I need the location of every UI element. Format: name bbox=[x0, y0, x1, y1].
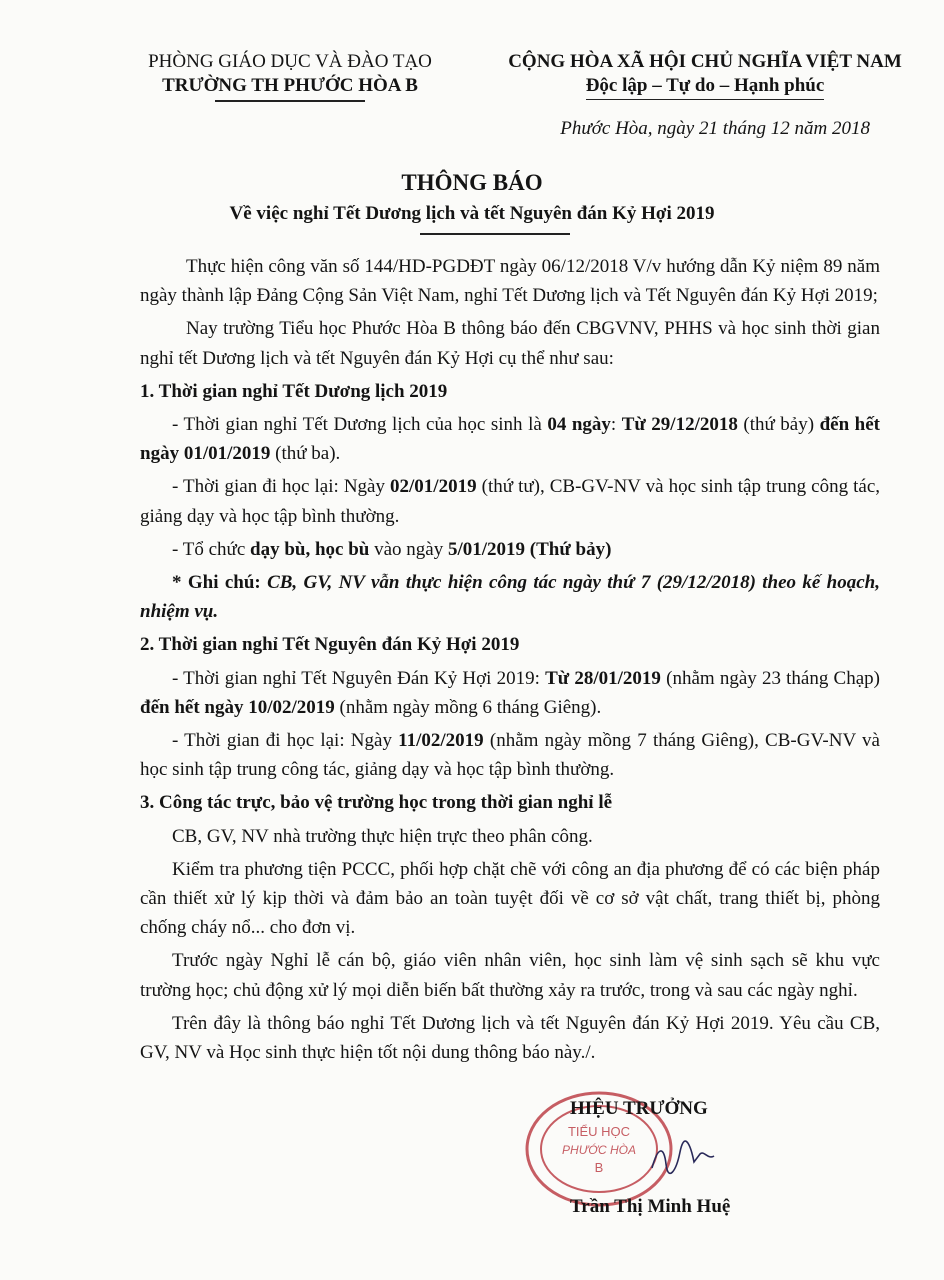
section-2-item-1 bbox=[140, 664, 880, 722]
section-2-item-2 bbox=[140, 726, 880, 784]
closing-paragraph: Trên đây là thông báo nghỉ Tết Dương lịch và tết Nguyên đán Kỷ Hợi 2019. Yêu cầu CB, GV, NV và Học sinh thực hiện tốt nội dung thông báo này./. bbox=[140, 1012, 880, 1064]
school-name: TRƯỜNG TH PHƯỚC HÒA B bbox=[162, 75, 418, 96]
agency-name: PHÒNG GIÁO DỤC VÀ ĐÀO TẠO bbox=[148, 51, 432, 72]
seal-text-line-3: B bbox=[594, 1160, 604, 1175]
paragraph-intro: Thực hiện công văn số 144/HD-PGDĐT ngày 06/12/2018 V/v hướng dẫn Kỷ niệm 89 năm ngày thành lập Đảng Cộng Sản Việt Nam, nghỉ Tết Dương lịch và Tết Nguyên đán Kỷ Hợi 2019; bbox=[140, 256, 880, 307]
page-subtitle: Về việc nghỉ Tết Dương lịch và tết Nguyên đán Kỷ Hợi 2019 bbox=[229, 203, 715, 224]
section-2-heading: 2. Thời gian nghỉ Tết Nguyên đán Kỷ Hợi 2019 bbox=[140, 634, 520, 656]
section-3-heading: 3. Công tác trực, bảo vệ trường học trong thời gian nghỉ lễ bbox=[140, 792, 613, 814]
note-text: CB, GV, NV vẫn thực hiện công tác ngày thứ 7 (29/12/2018) theo kế hoạch, nhiệm vụ. bbox=[140, 572, 880, 623]
seal-text-line-2: PHƯỚC HÒA bbox=[562, 1143, 636, 1157]
text-run-bold: đến hết ngày 01/01/2019 bbox=[140, 414, 880, 465]
text-run: - Thời gian nghỉ Tết Nguyên Đán Kỷ Hợi 2019: bbox=[172, 667, 546, 689]
signature-stroke bbox=[652, 1141, 714, 1173]
text-run: vào ngày bbox=[369, 538, 448, 560]
section-1-item-2 bbox=[140, 472, 880, 530]
section-1-note bbox=[140, 568, 880, 626]
document-body bbox=[140, 252, 880, 1071]
text-run: - Thời gian đi học lại: Ngày bbox=[172, 730, 399, 752]
text-run: (thứ tư), CB-GV-NV và học sinh tập trung công tác, giảng dạy và học tập bình thường. bbox=[140, 476, 881, 527]
note-label: * Ghi chú: bbox=[172, 572, 268, 594]
text-run-bold: dạy bù, học bù bbox=[250, 538, 370, 560]
section-1-item-3 bbox=[140, 535, 880, 564]
text-run: (nhằm ngày 23 tháng Chạp) bbox=[660, 667, 880, 689]
section-3-paragraph-3: Trước ngày Nghỉ lễ cán bộ, giáo viên nhân viên, học sinh làm vệ sinh sạch sẽ khu vực trường học; chủ động xử lý mọi diễn biến bất thường xảy ra trước, trong và sau các ngày nghỉ. bbox=[140, 950, 880, 1001]
section-3-paragraph-2: Kiểm tra phương tiện PCCC, phối hợp chặt chẽ với công an địa phương để có các biện pháp cần thiết xử lý kịp thời và đảm bảo an toàn tuyệt đối về cơ sở vật chất, trang thiết bị, phòng chống cháy nổ... cho đơn vị. bbox=[140, 858, 880, 939]
page-title: THÔNG BÁO bbox=[401, 170, 543, 195]
text-run: (thứ ba). bbox=[270, 443, 341, 465]
seal-text-line-1: TIỂU HỌC bbox=[567, 1124, 631, 1139]
signer-title: HIỆU TRƯỞNG bbox=[570, 1098, 708, 1119]
text-run-bold: 11/02/2019 bbox=[398, 730, 484, 752]
agency-underline bbox=[215, 100, 365, 102]
text-run: : bbox=[610, 414, 622, 436]
text-run-bold: Từ 29/12/2018 bbox=[621, 414, 738, 436]
date-line: Phước Hòa, ngày 21 tháng 12 năm 2018 bbox=[560, 118, 870, 139]
text-run: - Thời gian đi học lại: Ngày bbox=[172, 476, 391, 498]
text-run-bold: Từ 28/01/2019 bbox=[545, 667, 661, 689]
national-header bbox=[470, 50, 940, 100]
text-run-bold: đến hết ngày 10/02/2019 bbox=[140, 696, 335, 718]
text-run: (nhằm ngày mồng 6 tháng Giêng). bbox=[334, 696, 602, 718]
national-motto: Độc lập – Tự do – Hạnh phúc bbox=[586, 74, 825, 100]
signer-name: Trần Thị Minh Huệ bbox=[570, 1196, 731, 1217]
text-run: (nhằm ngày mồng 7 tháng Giêng), CB-GV-NV và học sinh tập trung công tác, giảng dạy và học tập bình thường. bbox=[140, 730, 880, 781]
handwritten-signature bbox=[648, 1138, 718, 1178]
section-1-heading: 1. Thời gian nghỉ Tết Dương lịch 2019 bbox=[140, 380, 448, 402]
text-run: (thứ bảy) bbox=[737, 414, 820, 436]
section-3-paragraph-1: CB, GV, NV nhà trường thực hiện trực theo phân công. bbox=[172, 825, 593, 847]
text-run: - Thời gian nghỉ Tết Dương lịch của học sinh là bbox=[172, 414, 548, 436]
subtitle-underline bbox=[420, 233, 570, 235]
paragraph-announcement: Nay trường Tiểu học Phước Hòa B thông báo đến CBGVNV, PHHS và học sinh thời gian nghỉ tết Dương lịch và tết Nguyên đán Kỷ Hợi cụ thể như sau: bbox=[140, 318, 880, 369]
national-title: CỘNG HÒA XÃ HỘI CHỦ NGHĨA VIỆT NAM bbox=[508, 51, 902, 72]
section-1-item-1 bbox=[140, 410, 880, 468]
text-run-bold: 5/01/2019 (Thứ bảy) bbox=[447, 538, 612, 560]
text-run-bold: 02/01/2019 bbox=[390, 476, 477, 498]
text-run: - Tổ chức bbox=[172, 538, 251, 560]
text-run-bold: 04 ngày bbox=[547, 414, 611, 436]
agency-header bbox=[110, 50, 470, 102]
